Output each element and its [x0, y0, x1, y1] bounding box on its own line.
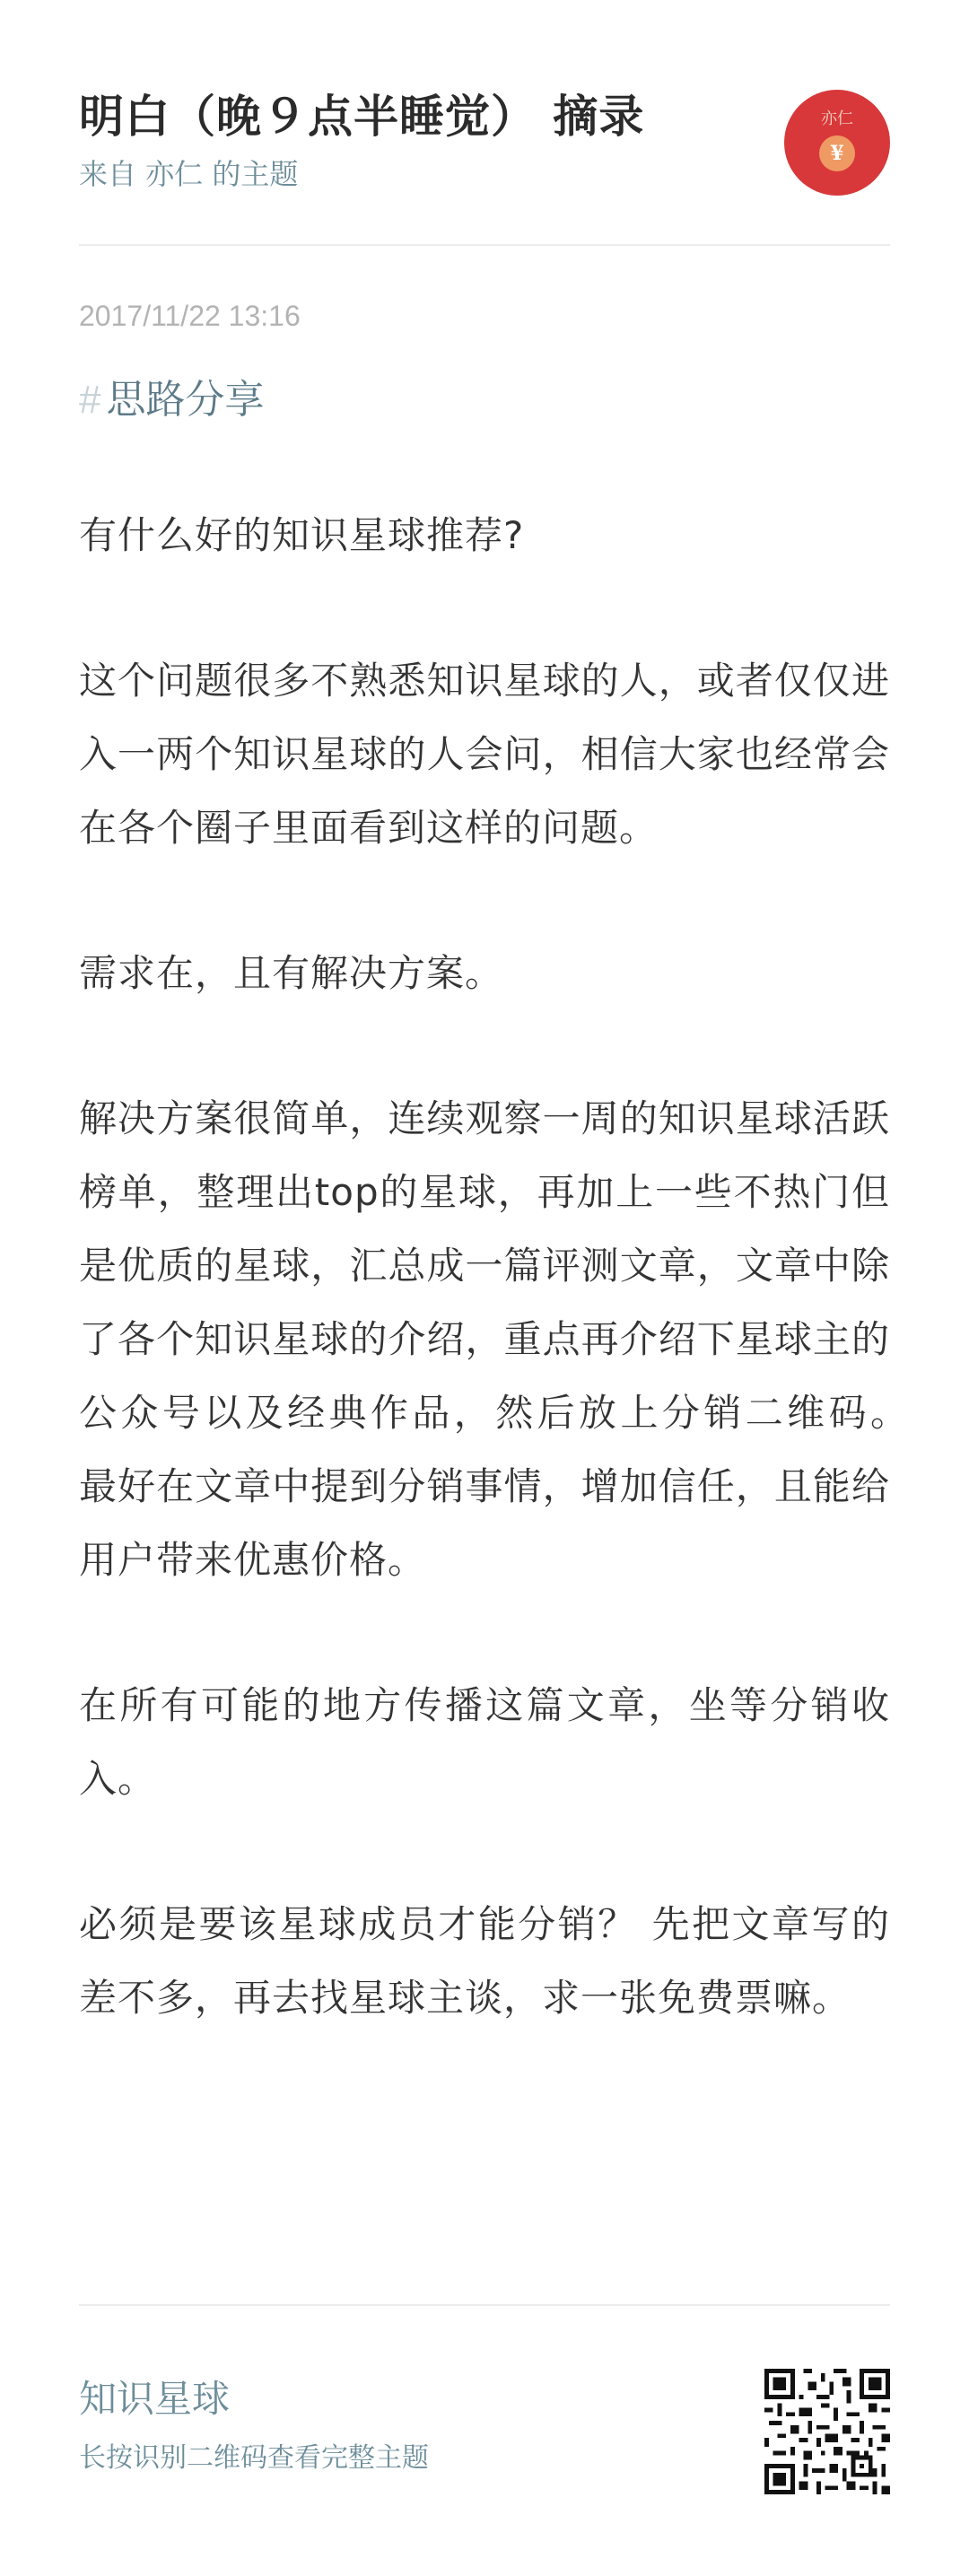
- footer-divider: [79, 2304, 890, 2306]
- post-title: 明白（晚９点半睡觉） 摘录: [79, 91, 645, 143]
- header-divider: [79, 244, 890, 246]
- post-paragraph: 在所有可能的地方传播这篇文章，坐等分销收入。: [79, 1683, 890, 1801]
- qr-code-icon[interactable]: [764, 2369, 890, 2494]
- post-paragraph: 必须是要该星球成员才能分销？ 先把文章写的差不多，再去找星球主谈，求一张免费票嘛。: [79, 1902, 890, 2020]
- post-header: [79, 0, 890, 244]
- post-body: [79, 499, 942, 2035]
- footer: [79, 2369, 890, 2512]
- post-paragraph: 有什么好的知识星球推荐?: [79, 513, 525, 557]
- topic-tag[interactable]: [79, 375, 890, 425]
- coin-icon: ¥: [819, 135, 855, 171]
- post-source[interactable]: 来自 亦仁 的主题: [79, 157, 299, 191]
- avatar[interactable]: [784, 90, 890, 196]
- post-paragraph: 解决方案很简单，连续观察一周的知识星球活跃榜单，整理出top的星球，再加上一些不热门但是优质的星球，汇总成一篇评测文章，文章中除了各个知识星球的介绍，重点再介绍下星球主的公众号以及经典作品，然后放上分销二维码。 最好在文章中提到分销事情，增加信任，且能给用户带来优惠价格。: [79, 1096, 942, 1582]
- footer-brand: 知识星球: [79, 2377, 231, 2421]
- topic-tag-label: 思路分享: [106, 377, 265, 423]
- footer-hint: 长按识别二维码查看完整主题: [79, 2442, 429, 2474]
- post-paragraph: 这个问题很多不熟悉知识星球的人，或者仅仅进入一两个知识星球的人会问，相信大家也经常会在各个圈子里面看到这样的问题。: [79, 659, 890, 850]
- post-date: 2017/11/22 13:16: [79, 300, 301, 332]
- hashtag-icon: #: [79, 378, 101, 422]
- post-paragraph: 需求在，且有解决方案。: [79, 951, 504, 995]
- avatar-label: 亦仁: [821, 109, 853, 128]
